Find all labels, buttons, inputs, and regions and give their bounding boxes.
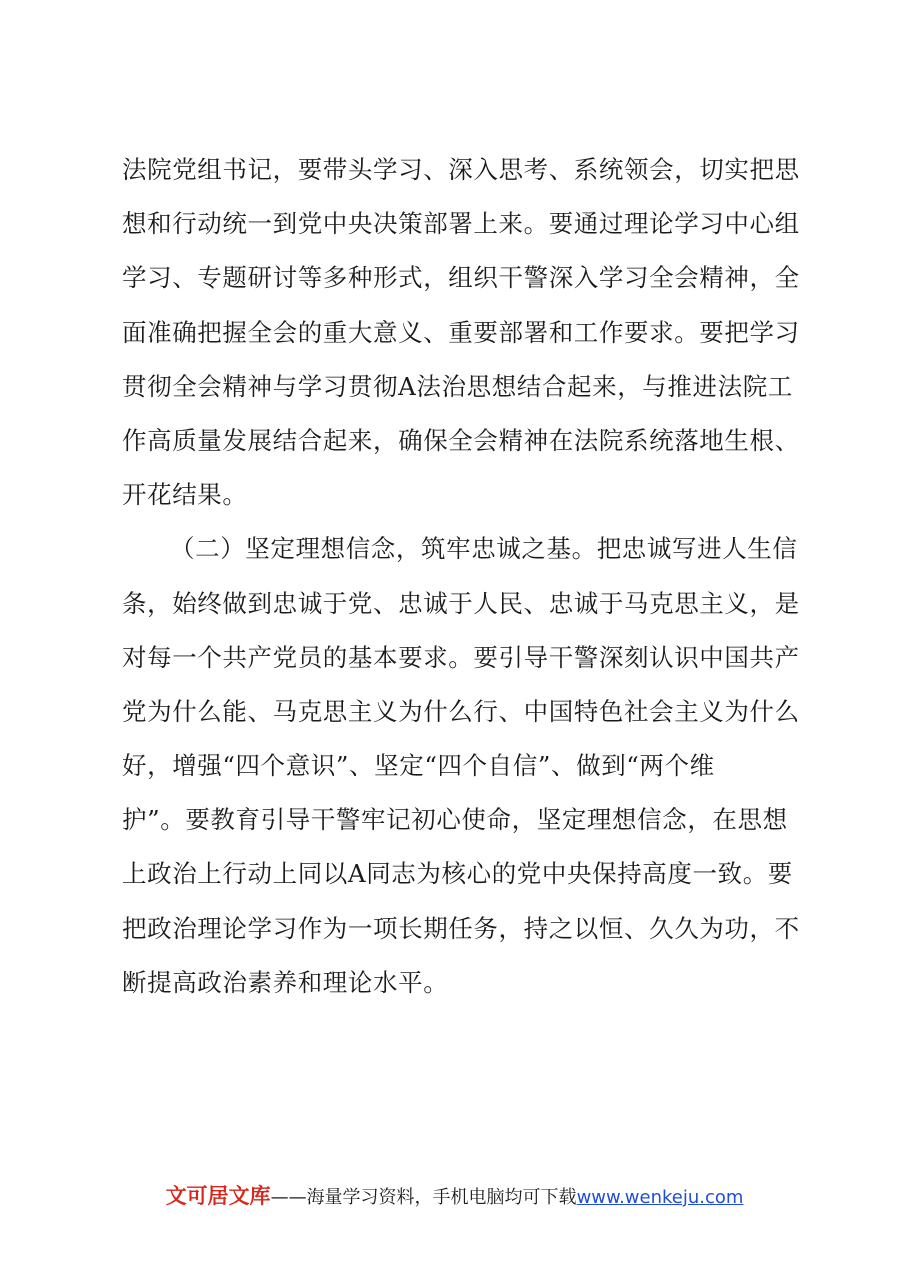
text-line: 作高质量发展结合起来，确保全会精神在法院系统落地生根、 [122, 425, 800, 455]
footer-brand: 文可居文库 [165, 1184, 271, 1208]
text-line: 贯彻全会精神与学习贯彻A法治思想结合起来，与推进法院工 [122, 371, 793, 401]
text-line: 面准确把握全会的重大意义、重要部署和工作要求。要把学习 [122, 317, 800, 347]
document-body [122, 143, 800, 1010]
footer-slogan: 海量学习资料，手机电脑均可下载 [306, 1187, 577, 1208]
text-line: 好，增强“四个意识”、坚定“四个自信”、做到“两个维 [122, 751, 715, 781]
text-line: 断提高政治素养和理论水平。 [122, 967, 449, 997]
text-line: 开花结果。 [122, 480, 248, 510]
text-line: 党为什么能、马克思主义为什么行、中国特色社会主义为什么 [122, 696, 800, 726]
footer-dash: —— [270, 1187, 307, 1208]
section-heading-line: （二）坚定理想信念，筑牢忠诚之基。把忠诚写进人生信 [170, 534, 798, 564]
text-line: 学习、专题研讨等多种形式，组织干警深入学习全会精神，全 [122, 263, 800, 293]
footer-banner [0, 1180, 909, 1210]
footer-website-link[interactable]: www.wenkeju.com [576, 1187, 744, 1208]
text-line: 法院党组书记，要带头学习、深入思考、系统领会，切实把思 [122, 155, 800, 184]
text-line: 上政治上行动上同以A同志为核心的党中央保持高度一致。要 [122, 859, 793, 889]
text-line: 把政治理论学习作为一项长期任务，持之以恒、久久为功，不 [122, 913, 800, 943]
text-line: 护”。要教育引导干警牢记初心使命，坚定理想信念，在思想 [122, 805, 788, 835]
text-line: 想和行动统一到党中央决策部署上来。要通过理论学习中心组 [122, 209, 800, 239]
text-line: 对每一个共产党员的基本要求。要引导干警深刻认识中国共产 [122, 642, 800, 672]
text-line: 条，始终做到忠诚于党、忠诚于人民、忠诚于马克思主义，是 [122, 588, 800, 618]
